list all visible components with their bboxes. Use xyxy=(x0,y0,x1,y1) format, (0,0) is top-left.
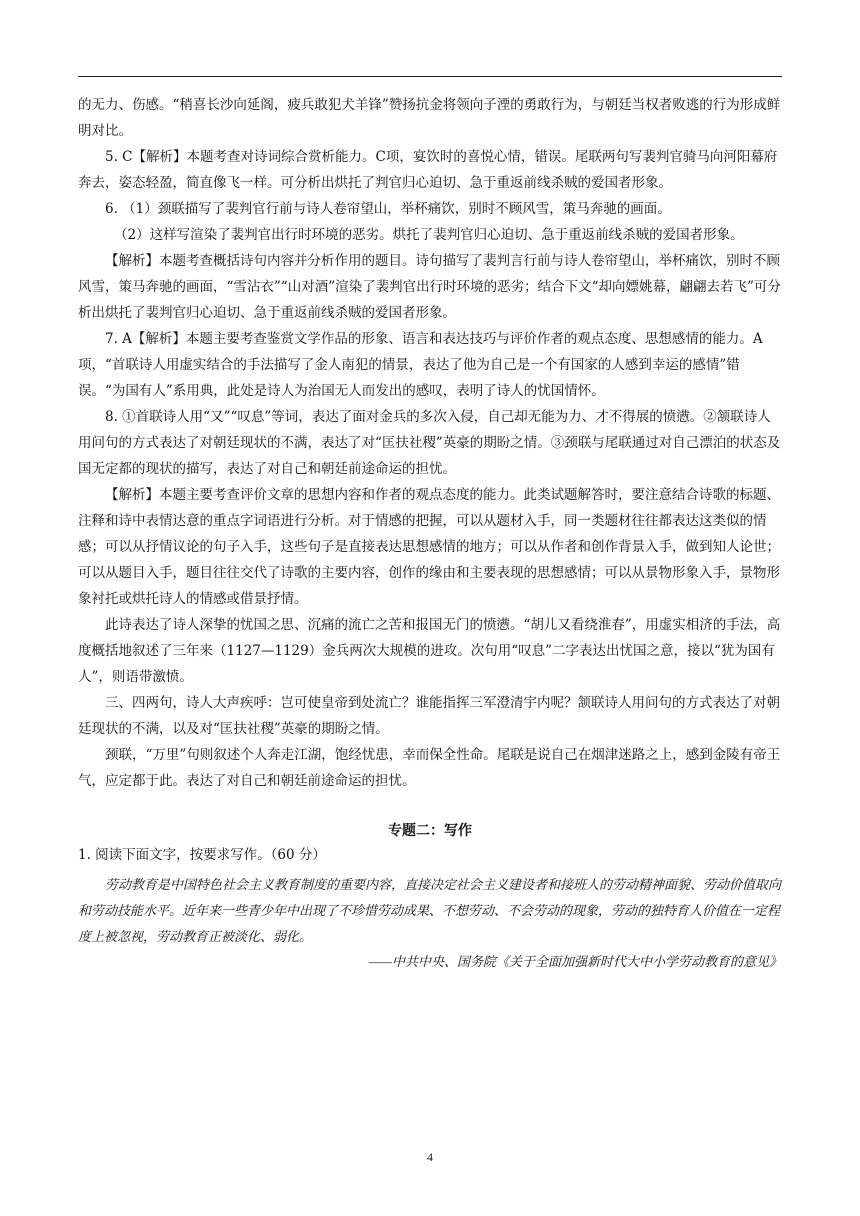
header-rule xyxy=(78,76,782,77)
writing-quote: 劳动教育是中国特色社会主义教育制度的重要内容，直接决定社会主义建设者和接班人的劳动精神面貌、劳动价值取向和劳动技能水平。近年来一些青少年中出现了不珍惜劳动成果、不想劳动、不会劳动的现象，劳动的独特育人价值在一定程度上被忽视，劳动教育正被淡化、弱化。 xyxy=(78,877,782,944)
poem-analysis-3: 颈联，“万里”句则叙述个人奔走江湖，饱经忧患，幸而保全性命。尾联是说自己在烟津迷路之上，感到金陵有帝王气，应定都于此。表达了对自己和朝廷前途命运的担忧。 xyxy=(78,747,781,789)
quote-source: ——中共中央、国务院《关于全面加强新时代大中小学劳动教育的意见》 xyxy=(368,954,782,969)
poem-analysis-1: 此诗表达了诗人深挚的忧国之思、沉痛的流亡之苦和报国无门的愤懑。“胡儿又看绕淮春”，用虚实相济的手法，高度概括地叙述了三年来（1127—1129）金兵两次大规模的进攻。次句用“叹息”二字表达出忧国之意，接以“犹为国有人”，则语带激愤。 xyxy=(78,617,781,685)
writing-task: 1. 阅读下面文字，按要求写作。（60 分） xyxy=(78,847,326,863)
answer-5: 5. C【解析】本题考查对诗词综合赏析能力。C项，宴饮时的喜悦心情，错误。尾联两句写裴判官骑马向河阳幕府奔去，姿态轻盈，简直像飞一样。可分析出烘托了判官归心迫切、急于重返前线杀贼的爱国者形象。 xyxy=(78,149,778,191)
poem-analysis-2: 三、四两句，诗人大声疾呼：岂可使皇帝到处流亡？谁能指挥三军澄清宇内呢？颔联诗人用问句的方式表达了对朝廷现状的不满，以及对“匡扶社稷”英豪的期盼之情。 xyxy=(78,695,780,737)
answer-6-part-2: （2）这样写渲染了裴判官出行时环境的恶劣。烘托了裴判官归心迫切、急于重返前线杀贼的爱国者形象。 xyxy=(114,227,744,243)
answer-8: 8. ①首联诗人用“又”“叹息”等词，表达了面对金兵的多次入侵，自己却无能为力、才不得展的愤懑。②颔联诗人用问句的方式表达了对朝廷现状的不满，表达了对“匡扶社稷”英豪的期盼之情。③颈联与尾联通过对自己漂泊的状态及国无定都的现状的描写，表达了对自己和朝廷前途命运的担忧。 xyxy=(78,409,781,477)
answer-7: 7. A【解析】本题主要考查鉴赏文学作品的形象、语言和表达技巧与评价作者的观点态度、思想感情的能力。A项，“首联诗人用虚实结合的手法描写了金人南犯的情景，表达了他为自己是一个有国家的人感到幸运的感情”错误。“为国有人”系用典，此处是诗人为治国无人而发出的感叹，表明了诗人的忧国情怀。 xyxy=(78,331,763,399)
page-number: 4 xyxy=(427,1150,433,1164)
section-heading-writing: 专题二：写作 xyxy=(388,823,472,839)
answer-6-part-1: 6. （1）颈联描写了裴判官行前与诗人卷帘望山，举杯痛饮，别时不顾风雪，策马奔驰的画面。 xyxy=(105,201,671,217)
page-content xyxy=(78,92,782,974)
answer-paragraph-1: 的无力、伤感。“稍喜长沙向延阁，疲兵敢犯犬羊锋”赞扬抗金将领向子湮的勇敢行为，与朝廷当权者败逃的行为形成鲜明对比。 xyxy=(78,97,781,139)
answer-6-analysis: 【解析】本题考查概括诗句内容并分析作用的题目。诗句描写了裴判言行前与诗人卷帘望山，举杯痛饮，别时不顾风雪，策马奔驰的画面，“雪沾衣”“山对酒”渲染了裴判官出行时环境的恶劣；结合下文“却向嫖姚幕，翩翩去若飞”可分析出烘托了裴判官归心迫切、急于重返前线杀贼的爱国者形象。 xyxy=(78,253,781,321)
answer-8-analysis: 【解析】本题主要考查评价文章的思想内容和作者的观点态度的能力。此类试题解答时，要注意结合诗歌的标题、注释和诗中表情达意的重点字词语进行分析。对于情感的把握，可以从题材入手，同一类题材往往都表达这类似的情感；可以从抒情议论的句子入手，这些句子是直接表达思想感情的地方；可以从作者和创作背景入手，做到知人论世；可以从题目入手，题目往往交代了诗歌的主要内容，创作的缘由和主要表现的思想感情；可以从景物形象入手，景物形象衬托或烘托诗人的情感或借景抒情。 xyxy=(78,487,780,607)
